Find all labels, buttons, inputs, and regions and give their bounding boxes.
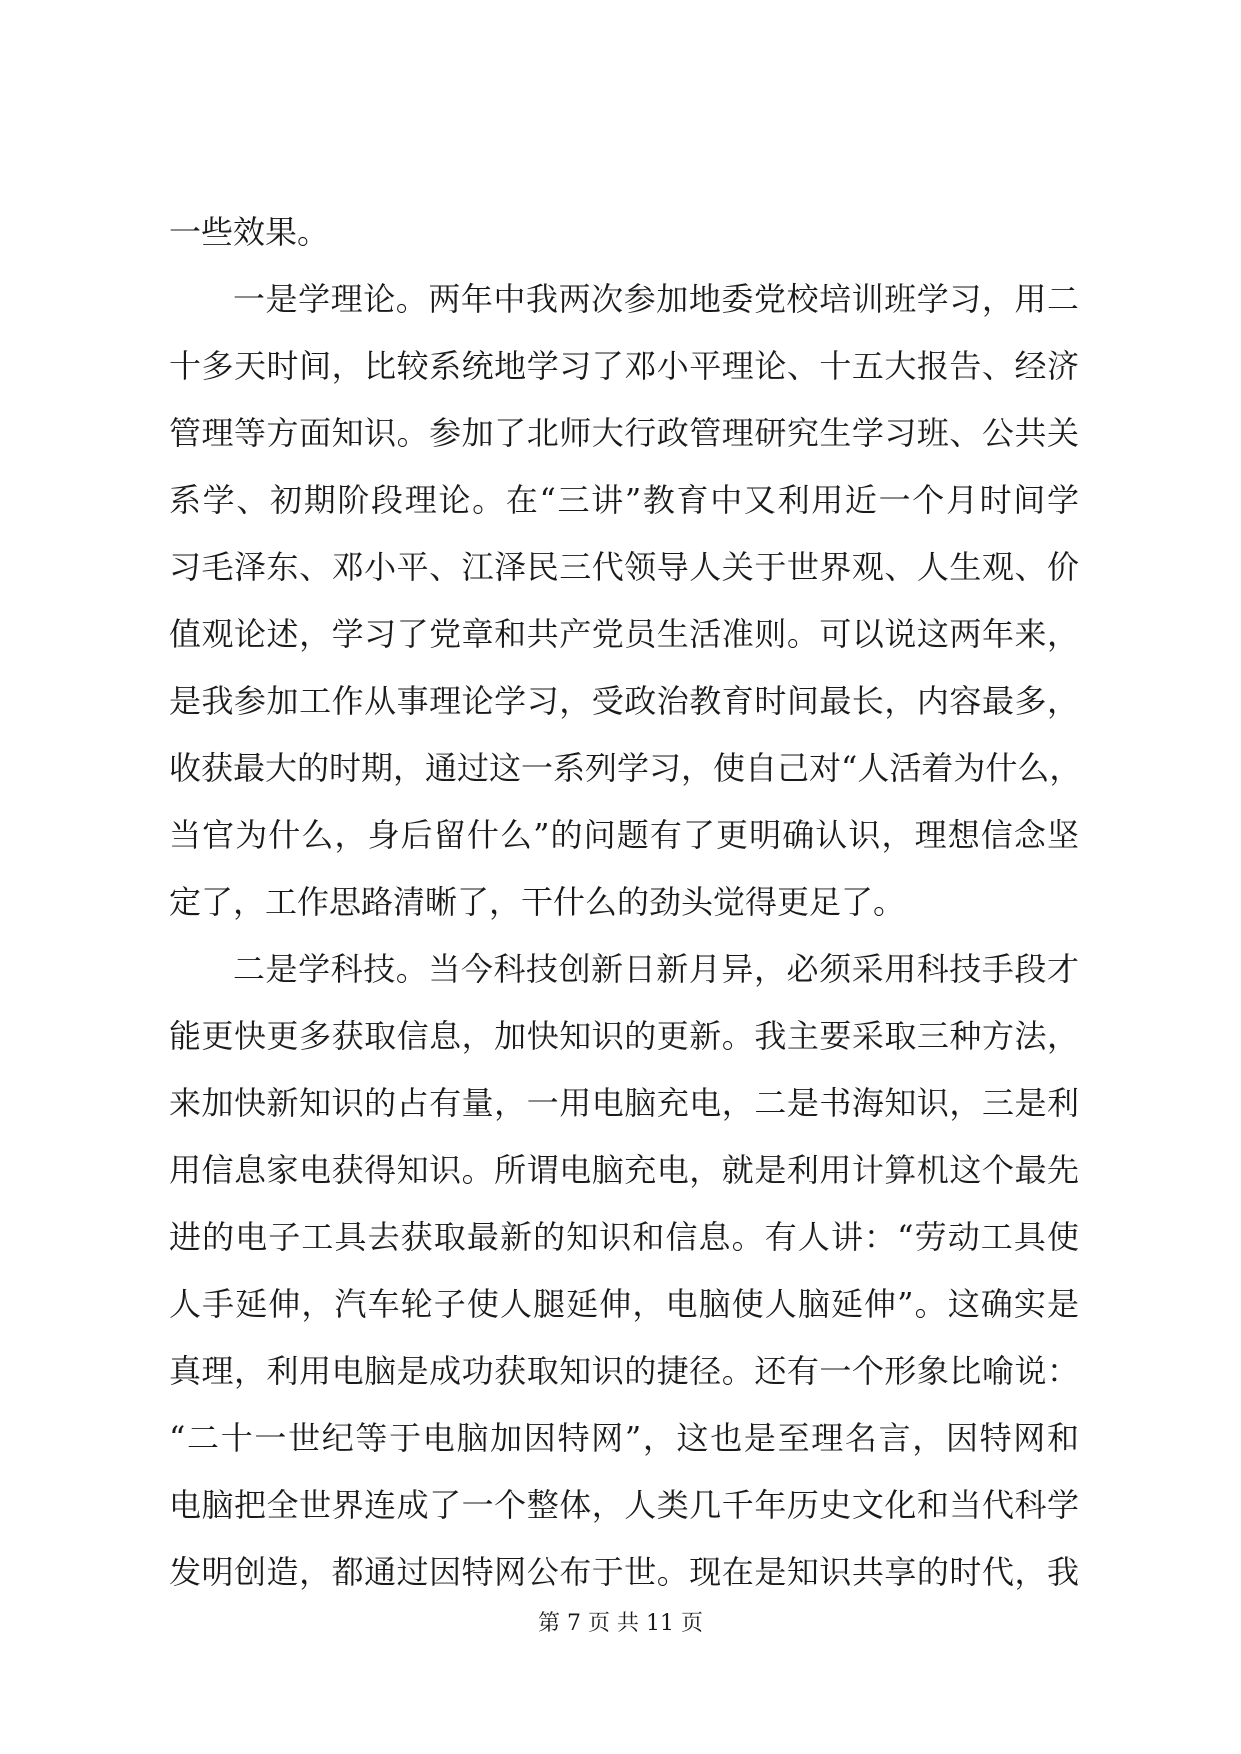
text-line: 收获最大的时期，通过这一系列学习，使自己对“人活着为什么， xyxy=(169,749,1082,787)
text-line: 真理，利用电脑是成功获取知识的捷径。还有一个形象比喻说： xyxy=(169,1352,1079,1390)
text-line: 十多天时间，比较系统地学习了邓小平理论、十五大报告、经济 xyxy=(169,347,1079,385)
text-line: 一些效果。 xyxy=(169,213,330,251)
text-line: 当官为什么，身后留什么”的问题有了更明确认识，理想信念坚 xyxy=(169,816,1079,854)
text-line: 来加快新知识的占有量，一用电脑充电，二是书海知识，三是利 xyxy=(169,1084,1079,1122)
text-line: 值观论述，学习了党章和共产党员生活准则。可以说这两年来， xyxy=(169,615,1079,653)
text-line: 是我参加工作从事理论学习，受政治教育时间最长，内容最多， xyxy=(169,682,1079,720)
text-line: 进的电子工具去获取最新的知识和信息。有人讲：“劳动工具使 xyxy=(169,1218,1079,1256)
text-line: “二十一世纪等于电脑加因特网”，这也是至理名言，因特网和 xyxy=(169,1419,1079,1457)
text-line: 发明创造，都通过因特网公布于世。现在是知识共享的时代，我 xyxy=(169,1553,1079,1591)
text-line: 习毛泽东、邓小平、江泽民三代领导人关于世界观、人生观、价 xyxy=(169,548,1079,586)
text-line: 定了，工作思路清晰了，干什么的劲头觉得更足了。 xyxy=(169,883,906,921)
text-line: 能更快更多获取信息，加快知识的更新。我主要采取三种方法， xyxy=(169,1017,1079,1055)
paragraph-first-line: 二是学科技。当今科技创新日新月异，必须采用科技手段才 xyxy=(233,950,1079,988)
text-line: 人手延伸，汽车轮子使人腿延伸，电脑使人脑延伸”。这确实是 xyxy=(169,1285,1079,1323)
page-number-footer: 第 7 页 共 11 页 xyxy=(538,1611,703,1636)
text-line: 电脑把全世界连成了一个整体，人类几千年历史文化和当代科学 xyxy=(169,1486,1079,1524)
text-line: 用信息家电获得知识。所谓电脑充电，就是利用计算机这个最先 xyxy=(169,1151,1079,1189)
paragraph-first-line: 一是学理论。两年中我两次参加地委党校培训班学习，用二 xyxy=(233,280,1079,318)
text-line: 系学、初期阶段理论。在“三讲”教育中又利用近一个月时间学 xyxy=(169,481,1079,519)
text-line: 管理等方面知识。参加了北师大行政管理研究生学习班、公共关 xyxy=(169,414,1079,452)
